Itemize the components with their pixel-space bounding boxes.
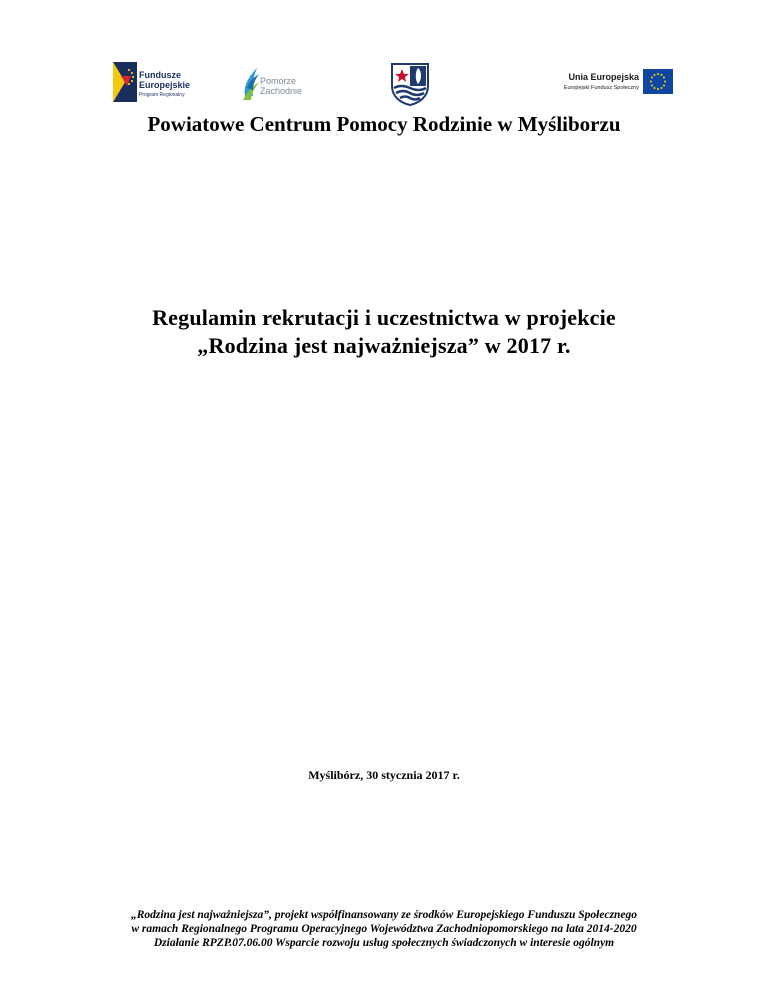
footer-line1: „Rodzina jest najważniejsza”, projekt współfinansowany ze środków Europejskiego Funduszu Społecznego [130, 909, 638, 921]
place-and-date: Myślibórz, 30 stycznia 2017 r. [308, 768, 460, 782]
pomorze-zachodnie-logo [241, 66, 321, 102]
fundusze-europejskie-logo [111, 62, 221, 102]
fundusze-logo-line3: Program Regionalny [139, 92, 185, 98]
document-title-line2: „Rodzina jest najważniejsza” w 2017 r. [197, 333, 571, 358]
fundusze-logo-line2: Europejskie [139, 80, 191, 90]
eu-flag-icon [643, 69, 673, 94]
footer-line3: Działanie RPZP.07.06.00 Wsparcie rozwoju usług społecznych świadczonych w interesie ogólnym [153, 937, 615, 949]
unia-europejska-logo [528, 69, 673, 99]
crest-icon [389, 62, 431, 106]
pomorze-logo-line1: Pomorze [260, 76, 297, 86]
ue-logo-line2: Europejski Fundusz Społeczny [563, 85, 639, 91]
powiat-crest-logo [389, 62, 431, 106]
project-footer [0, 908, 768, 950]
ue-logo-line1: Unia Europejska [568, 72, 639, 82]
logo-bar [0, 60, 768, 110]
fundusze-logo-line1: Fundusze [139, 70, 181, 80]
document-title-line1: Regulamin rekrutacji i uczestnictwa w projekcie [152, 305, 616, 330]
pomorze-zachodnie-icon [241, 66, 261, 102]
fundusze-europejskie-icon [111, 62, 137, 102]
pomorze-logo-line2: Zachodnie [260, 86, 303, 96]
footer-line2: w ramach Regionalnego Programu Operacyjnego Województwa Zachodniopomorskiego na lata 2014-2020 [131, 923, 637, 935]
document-title [0, 304, 768, 360]
organization-title: Powiatowe Centrum Pomocy Rodzinie w Myśliborzu [147, 112, 621, 136]
